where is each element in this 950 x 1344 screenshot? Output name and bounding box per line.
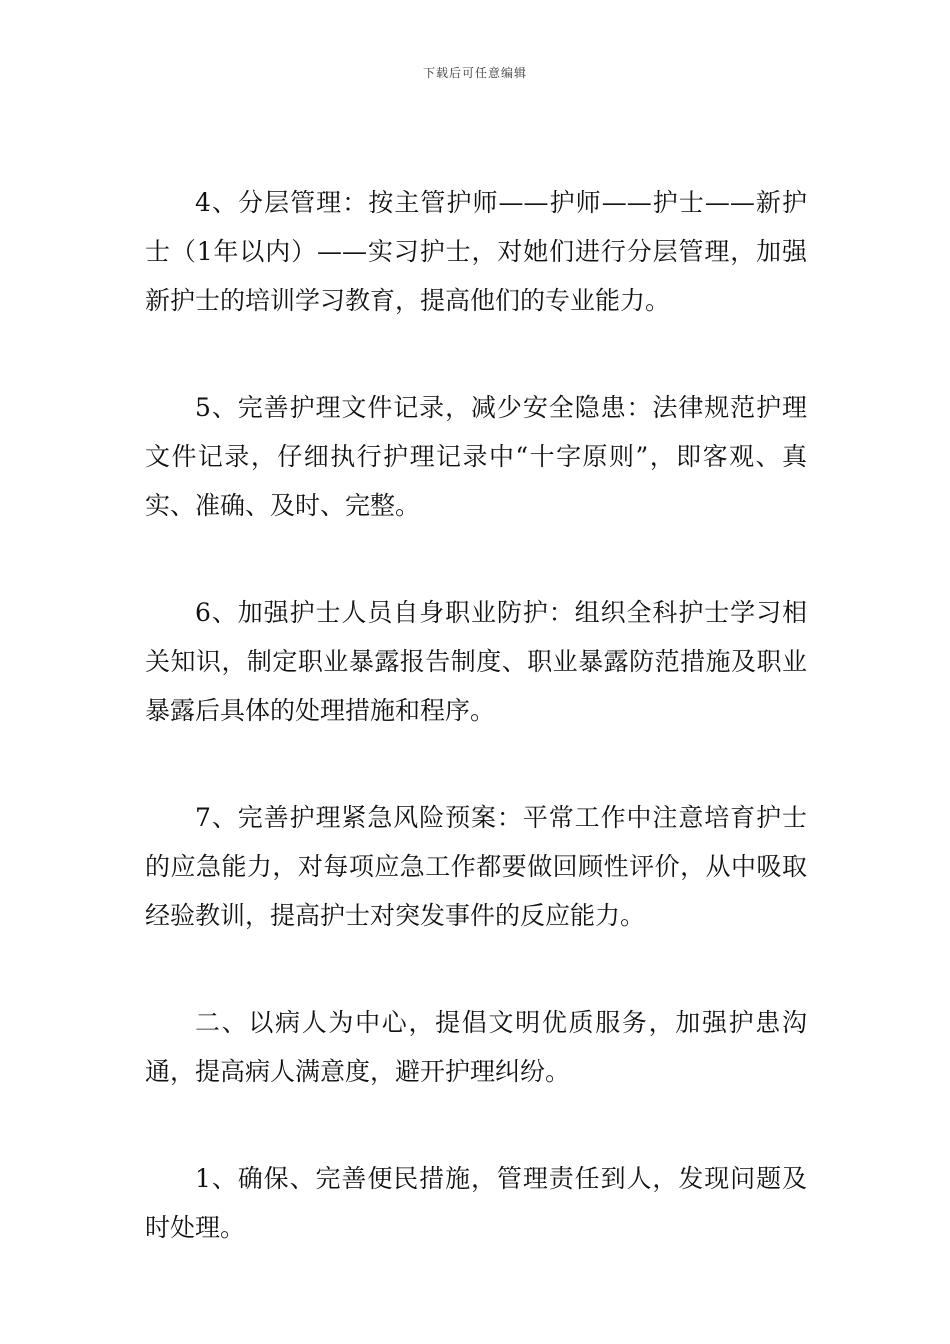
- document-body: [145, 178, 807, 1252]
- paragraph-item-4-layered-management: 4、分层管理：按主管护师——护师——护士——新护士（1年以内）——实习护士，对她们进行分层管理，加强新护士的培训学习教育，提高他们的专业能力。: [145, 188, 807, 315]
- paragraph-item-7-emergency-plan: 7、完善护理紧急风险预案：平常工作中注意培育护士的应急能力，对每项应急工作都要做回顾性评价，从中吸取经验教训，提高护士对突发事件的反应能力。: [145, 803, 807, 930]
- paragraph-item-1-convenience-measures: 1、确保、完善便民措施，管理责任到人，发现问题及时处理。: [145, 1164, 807, 1242]
- paragraph-section-2-patient-centered: 二、以病人为中心，提倡文明优质服务，加强护患沟通，提高病人满意度，避开护理纠纷。: [145, 1008, 807, 1086]
- page-header: 下载后可任意编辑: [422, 66, 527, 80]
- paragraph-item-6-occupational-protection: 6、加强护士人员自身职业防护：组织全科护士学习相关知识，制定职业暴露报告制度、职业暴露防范措施及职业暴露后具体的处理措施和程序。: [145, 598, 807, 725]
- paragraph-item-5-nursing-records: 5、完善护理文件记录，减少安全隐患：法律规范护理文件记录，仔细执行护理记录中“十字原则”，即客观、真实、准确、及时、完整。: [145, 393, 807, 520]
